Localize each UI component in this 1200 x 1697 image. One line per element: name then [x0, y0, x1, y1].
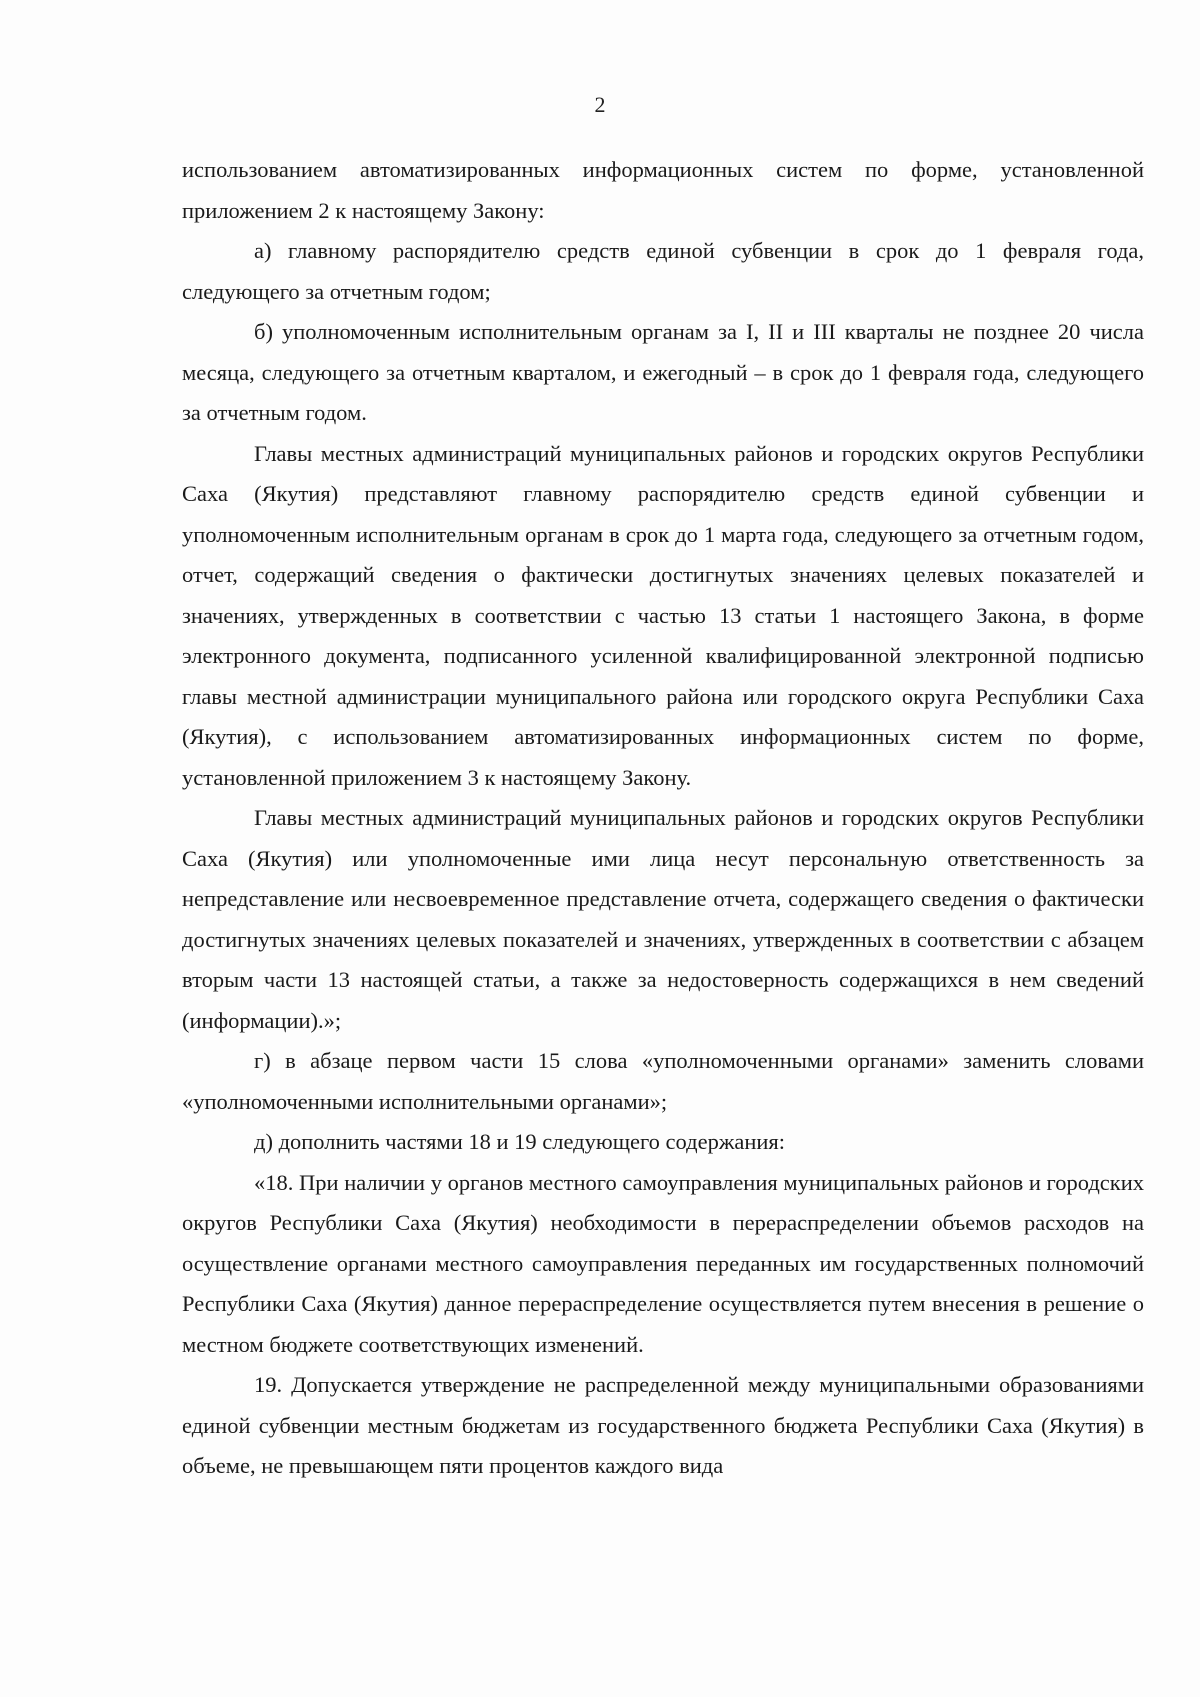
- paragraph-part-19: 19. Допускается утверждение не распределенной между муниципальными образованиями единой субвенции местным бюджетам из государственного бюджета Республики Саха (Якутия) в объеме, не превышающем пяти процентов каждого вида: [182, 1372, 1144, 1478]
- paragraph-heads-report: Главы местных администраций муниципальных районов и городских округов Республики Саха (Якутия) представляют главному распорядителю средств единой субвенции и уполномоченным исполнительным органам в срок до 1 марта года, следующего за отчетным годом, отчет, содержащий сведения о фактически достигнутых значениях целевых показателей и значениях, утвержденных в соответствии с частью 13 статьи 1 настоящего Закона, в форме электронного документа, подписанного усиленной квалифицированной электронной подписью главы местной администрации муниципального района или городского округа Республики Саха (Якутия), с использованием автоматизированных информационных систем по форме, установленной приложением 3 к настоящему Закону.: [182, 440, 1144, 790]
- paragraph-part-18: «18. При наличии у органов местного самоуправления муниципальных районов и городских округов Республики Саха (Якутия) необходимости в перераспределении объемов расходов на осуществление органами местного самоуправления переданных им государственных полномочий Республики Саха (Якутия) данное перераспределение осуществляется путем внесения в решение о местном бюджете соответствующих изменений.: [182, 1169, 1144, 1357]
- paragraph-item-a: а) главному распорядителю средств единой субвенции в срок до 1 февраля года, следующего за отчетным годом;: [182, 238, 1144, 304]
- page-number: 2: [594, 92, 606, 117]
- paragraph-responsibility: Главы местных администраций муниципальных районов и городских округов Республики Саха (Якутия) или уполномоченные ими лица несут персональную ответственность за непредставление или несвоевременное представление отчета, содержащего сведения о фактически достигнутых значениях целевых показателей и значениях, утвержденных в соответствии с абзацем вторым части 13 настоящей статьи, а также за недостоверность содержащихся в нем сведений (информации).»;: [182, 805, 1144, 1033]
- document-body: [182, 150, 1144, 1487]
- paragraph-item-d: д) дополнить частями 18 и 19 следующего содержания:: [254, 1129, 786, 1154]
- paragraph-item-b: б) уполномоченным исполнительным органам за I, II и III кварталы не позднее 20 числа месяца, следующего за отчетным кварталом, и ежегодный – в срок до 1 февраля года, следующего за отчетным годом.: [182, 319, 1144, 425]
- paragraph-continuation: использованием автоматизированных информационных систем по форме, установленной приложением 2 к настоящему Закону:: [182, 157, 1144, 223]
- paragraph-item-g: г) в абзаце первом части 15 слова «уполномоченными органами» заменить словами «уполномоченными исполнительными органами»;: [182, 1048, 1144, 1114]
